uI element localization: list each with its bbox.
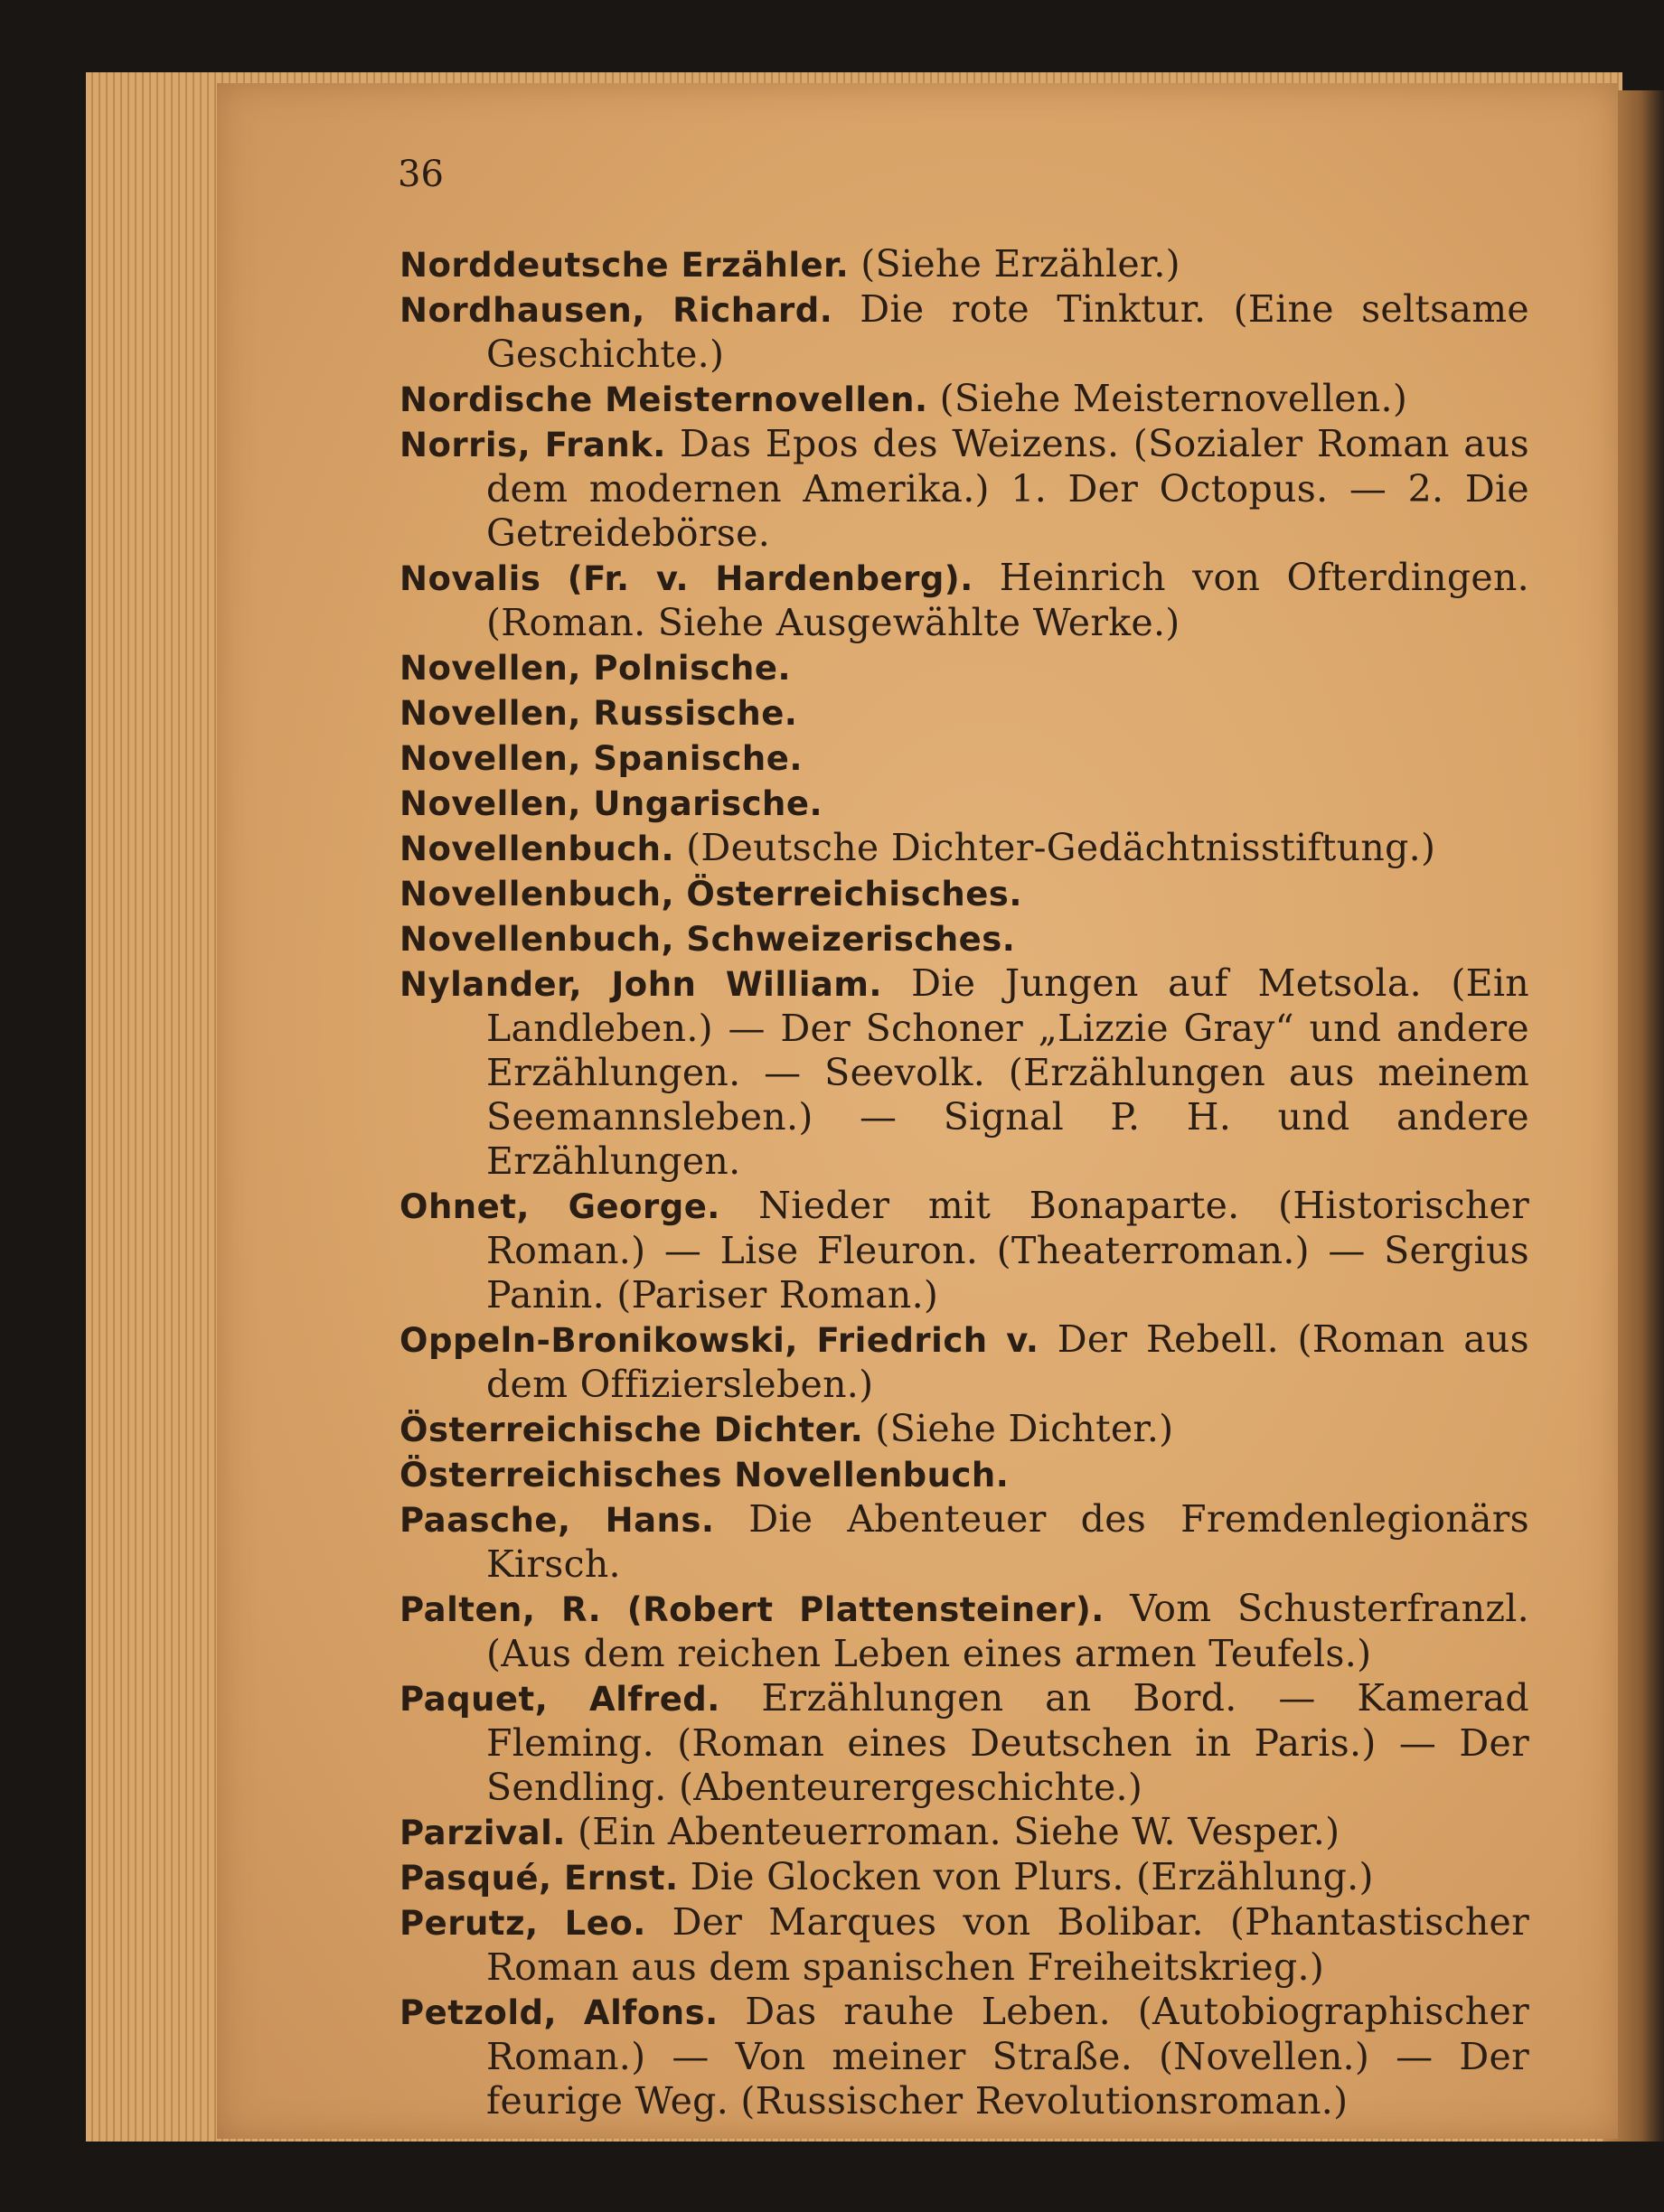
- entry-text: (Siehe Dichter.): [875, 1407, 1174, 1450]
- index-entry: [400, 961, 1529, 1184]
- entry-heading: Petzold, Alfons.: [400, 1993, 719, 2032]
- entry-heading: Novellenbuch.: [400, 830, 675, 868]
- entry-heading: Novalis (Fr. v. Hardenberg).: [400, 559, 973, 598]
- entry-heading: Novellen, Russische.: [400, 694, 798, 733]
- entry-heading: Pasqué, Ernst.: [400, 1859, 679, 1898]
- entry-text: Die Glocken von Plurs. (Erzählung.): [690, 1855, 1374, 1898]
- entry-heading: Oppeln-Bronikowski, Friedrich v.: [400, 1321, 1039, 1360]
- entry-text: (Deutsche Dichter-Gedächtnisstiftung.): [686, 826, 1436, 869]
- entry-text: Das rauhe Leben. (Autobiographischer Roman.) — Von meiner Straße. (Novellen.) — Der feurige Weg. (Russischer Revolutionsroman.): [486, 1990, 1529, 2123]
- index-entry: [400, 377, 1529, 422]
- entry-heading: Novellenbuch, Österreichisches.: [400, 875, 1022, 914]
- entry-text: Die Abenteuer des Fremdenlegionärs Kirsch.: [486, 1497, 1529, 1586]
- entry-heading: Perutz, Leo.: [400, 1904, 646, 1943]
- entry-heading: Nordische Meisternovellen.: [400, 380, 928, 419]
- page-number: 36: [398, 154, 444, 195]
- entry-heading: Österreichisches Novellenbuch.: [400, 1456, 1010, 1495]
- entry-text: Heinrich von Ofterdingen. (Roman. Siehe Ausgewählte Werke.): [486, 556, 1529, 644]
- entry-heading: Österreichische Dichter.: [400, 1411, 864, 1449]
- index-entry: [400, 1407, 1529, 1452]
- index-entry: [400, 916, 1529, 961]
- index-entry: [400, 1855, 1529, 1900]
- index-entry: [400, 826, 1529, 871]
- index-entry: [400, 422, 1529, 556]
- entry-text: Die Jungen auf Metsola. (Ein Landleben.) — Der Schoner „Lizzie Gray“ und andere Erzählungen. — Seevolk. (Erzählungen aus meinem Seemannsleben.) — Signal P. H. und andere Erzählungen.: [486, 961, 1529, 1183]
- entry-heading: Parzival.: [400, 1814, 566, 1852]
- entry-text: Nieder mit Bonaparte. (Historischer Roman.) — Lise Fleuron. (Theaterroman.) — Sergius Panin. (Pariser Roman.): [486, 1184, 1529, 1317]
- index-entry: [400, 1317, 1529, 1407]
- entry-text: Der Marques von Bolibar. (Phantastischer Roman aus dem spanischen Freiheitskrieg.): [486, 1900, 1529, 1989]
- index-entry: [400, 736, 1529, 781]
- index-entry: [400, 645, 1529, 690]
- entry-text: (Ein Abenteuerroman. Siehe W. Vesper.): [577, 1810, 1340, 1853]
- index-entry: [400, 1676, 1529, 1810]
- entry-heading: Novellenbuch, Schweizerisches.: [400, 920, 1016, 959]
- entry-heading: Novellen, Ungarische.: [400, 784, 823, 823]
- index-entry: [400, 781, 1529, 826]
- entry-text: (Siehe Meisternovellen.): [939, 377, 1408, 420]
- entry-heading: Palten, R. (Robert Plattensteiner).: [400, 1590, 1105, 1629]
- index-entry: [400, 1452, 1529, 1497]
- entry-heading: Paquet, Alfred.: [400, 1680, 720, 1719]
- entry-heading: Novellen, Spanische.: [400, 739, 803, 778]
- entry-heading: Ohnet, George.: [400, 1187, 720, 1226]
- entry-text: (Siehe Erzähler.): [860, 242, 1180, 286]
- index-entry: [400, 1497, 1529, 1587]
- index-entry: [400, 1810, 1529, 1855]
- entry-heading: Paasche, Hans.: [400, 1501, 715, 1540]
- index-entries: [400, 242, 1529, 2123]
- index-entry: [400, 1184, 1529, 1317]
- entry-text: Die rote Tinktur. (Eine seltsame Geschichte.): [486, 287, 1529, 376]
- entry-text: Der Rebell. (Roman aus dem Offiziersleben.): [486, 1317, 1529, 1406]
- index-entry: [400, 1900, 1529, 1990]
- entry-heading: Novellen, Polnische.: [400, 649, 792, 688]
- index-entry: [400, 556, 1529, 645]
- entry-heading: Nordhausen, Richard.: [400, 291, 833, 330]
- index-entry: [400, 287, 1529, 377]
- entry-text: Vom Schusterfranzl. (Aus dem reichen Leben eines armen Teufels.): [486, 1587, 1529, 1675]
- index-entry: [400, 242, 1529, 287]
- index-entry: [400, 690, 1529, 736]
- entry-heading: Norris, Frank.: [400, 426, 666, 464]
- entry-heading: Norddeutsche Erzähler.: [400, 246, 850, 285]
- index-entry: [400, 1990, 1529, 2123]
- index-entry: [400, 1587, 1529, 1676]
- entry-heading: Nylander, John William.: [400, 965, 882, 1004]
- entry-text: Das Epos des Weizens. (Sozialer Roman aus dem modernen Amerika.) 1. Der Octopus. — 2. Die Getreidebörse.: [486, 422, 1529, 555]
- entry-text: Erzählungen an Bord. — Kamerad Fleming. (Roman eines Deutschen in Paris.) — Der Sendling. (Abenteurergeschichte.): [486, 1676, 1529, 1809]
- index-entry: [400, 871, 1529, 916]
